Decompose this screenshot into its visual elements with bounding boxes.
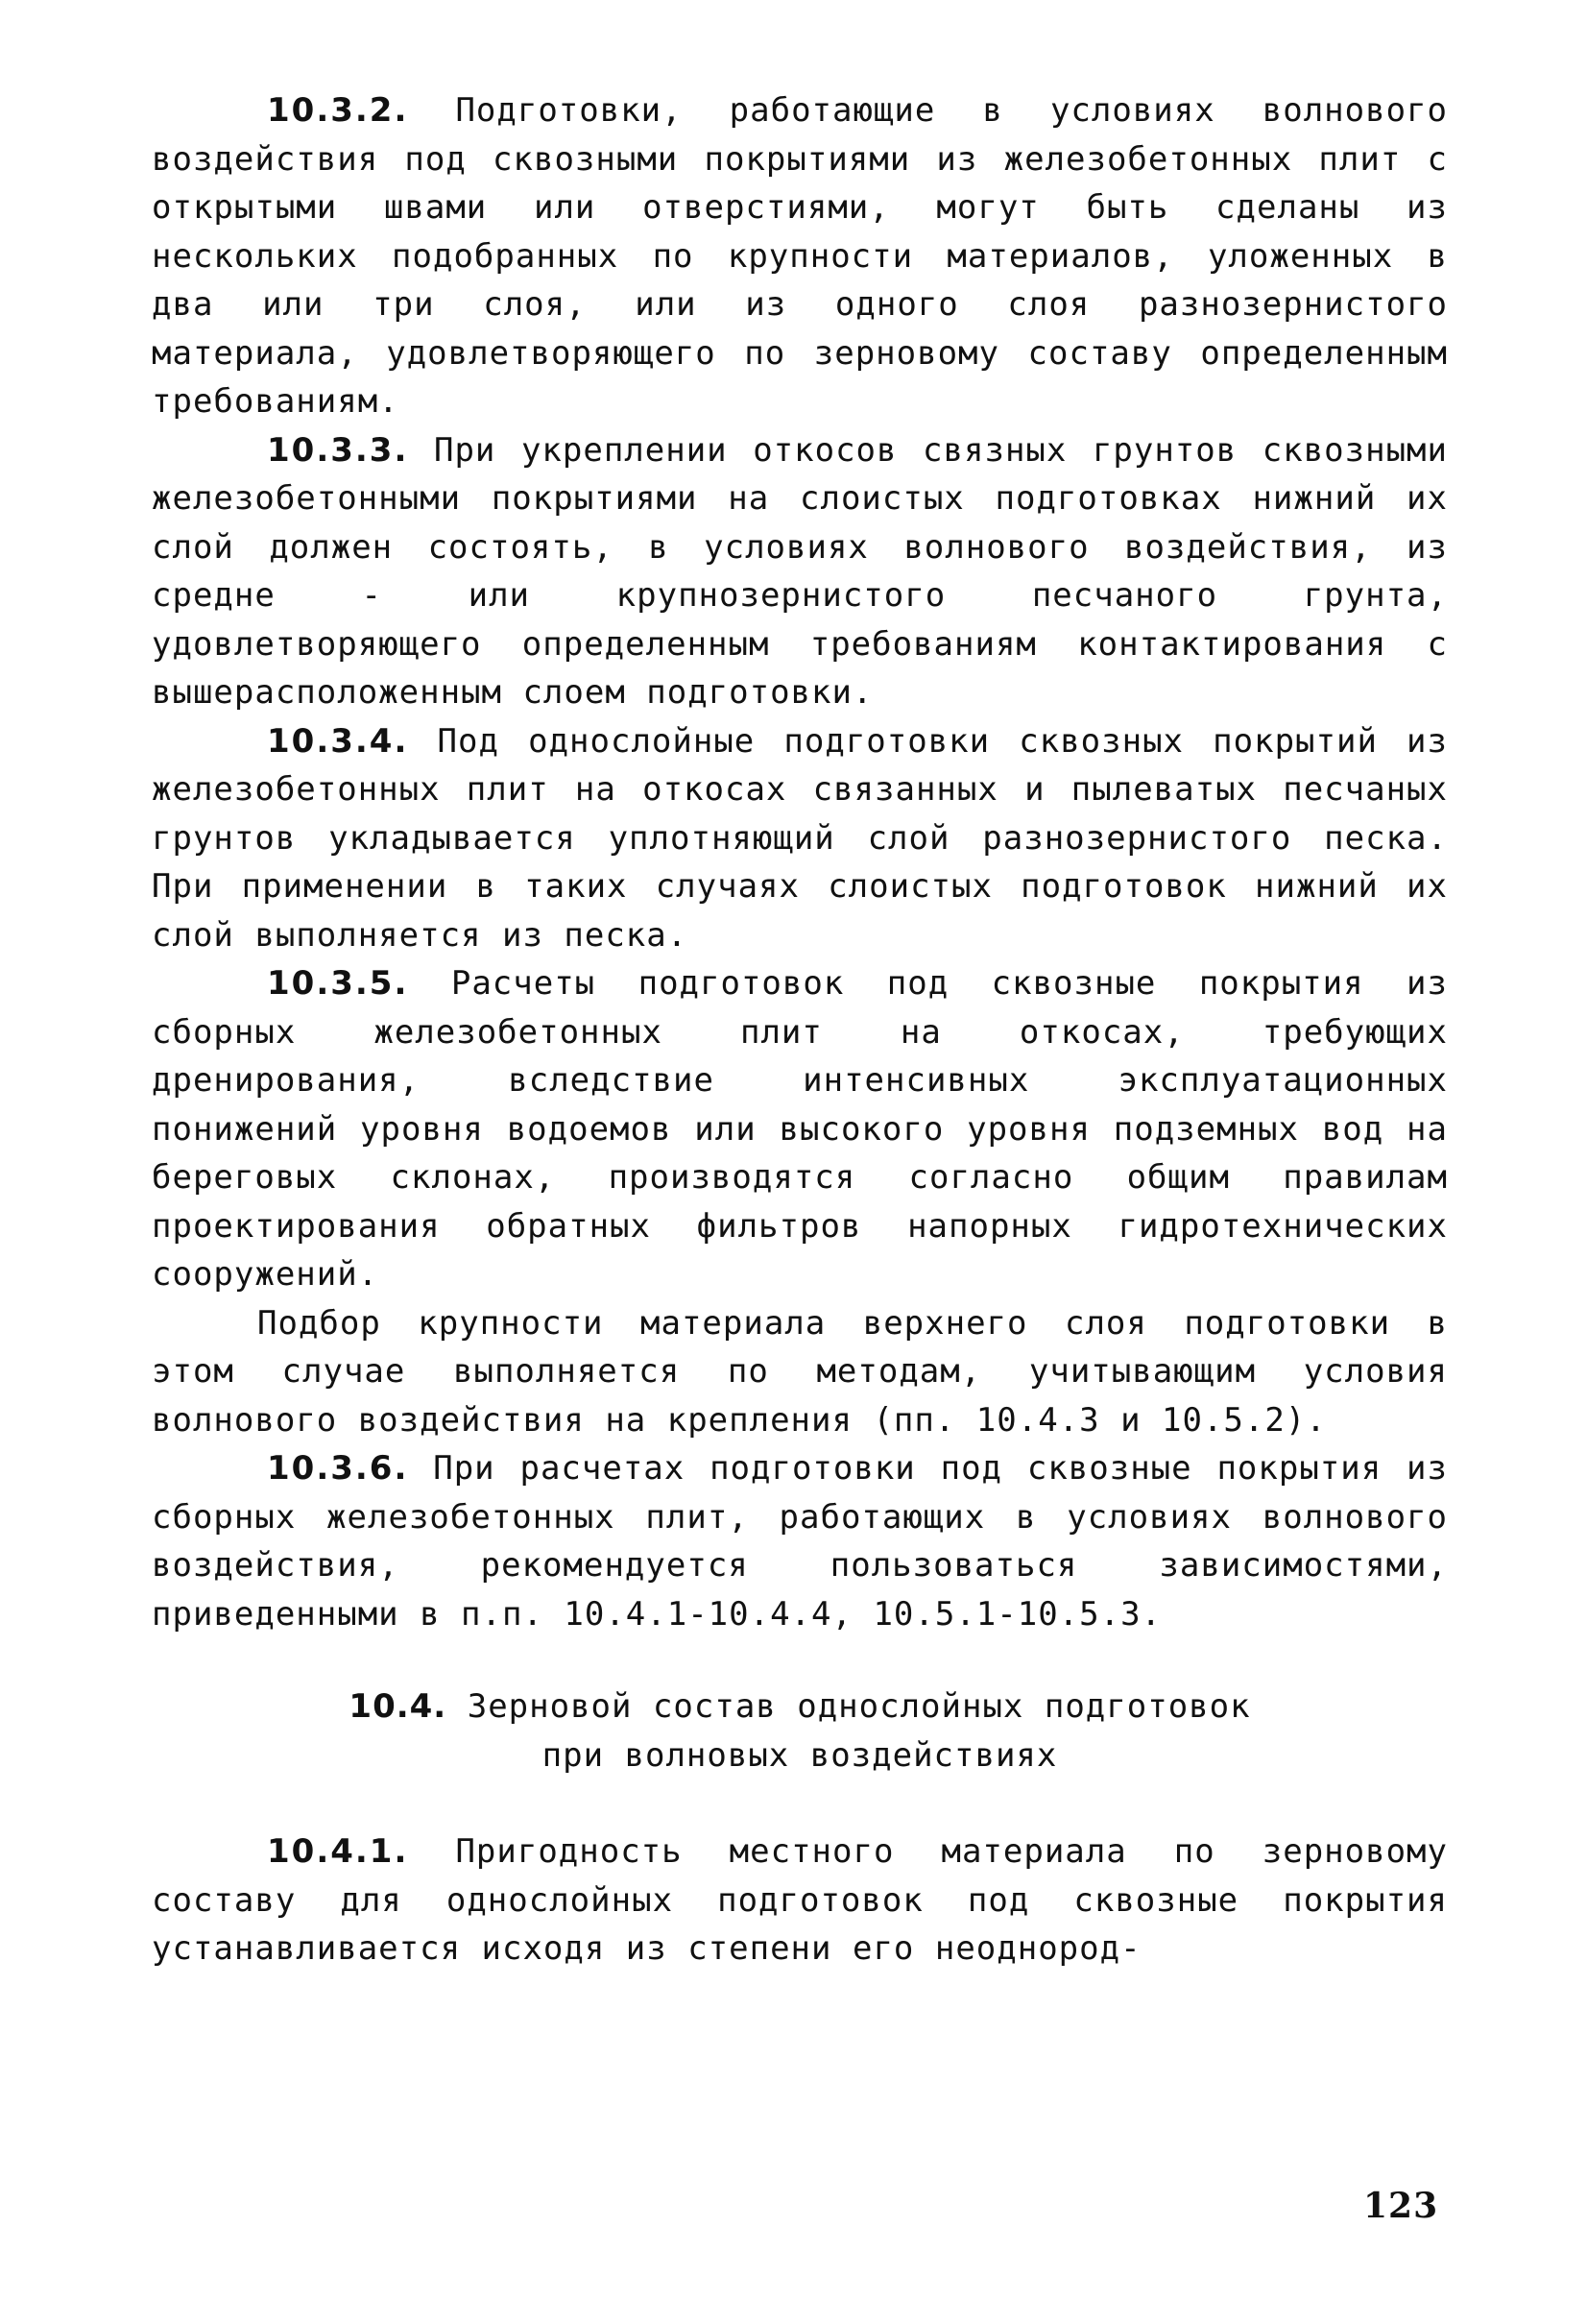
section-heading-10-4 (152, 1682, 1448, 1779)
paragraph-10-3-4 (152, 717, 1448, 960)
paragraph-10-3-2 (152, 86, 1448, 426)
page-number: 123 (1363, 2186, 1439, 2226)
paragraph-10-3-3 (152, 426, 1448, 717)
clause-text: При расчетах подготовки под сквозные покрытия из сборных железобетонных плит, работающих в условиях волнового воздействия, рекомендуется пользоваться зависимостями, приведенными в п.п. 10.4.1-10.4.4, 10.5.1-10.5.3. (152, 1449, 1448, 1634)
paragraph-material-selection (152, 1299, 1448, 1445)
clause-number: 10.3.5. (267, 964, 409, 1003)
clause-text: Расчеты подготовок под сквозные покрытия из сборных железобетонных плит на откосах, требующих дренирования, вследствие интенсивных эксплуатационных понижений уровня водоемов или высокого уровня подземных вод на береговых склонах, производятся согласно общим правилам проектирования обратных фильтров напорных гидротехнических сооружений. (152, 964, 1448, 1294)
paragraph-10-4-1 (152, 1828, 1448, 1973)
clause-number: 10.4.1. (267, 1832, 409, 1871)
clause-number: 10.3.6. (267, 1449, 409, 1488)
section-title-line2: при волновых воздействиях (541, 1735, 1058, 1775)
body-text (152, 86, 1448, 1973)
clause-number: 10.3.3. (267, 430, 409, 470)
clause-number: 10.3.4. (267, 721, 409, 761)
clause-number: 10.3.2. (267, 91, 409, 130)
clause-text: Подбор крупности материала верхнего слоя подготовки в этом случае выполняется по методам, учитывающим условия волнового воздействия на крепления (пп. 10.4.3 и 10.5.2). (152, 1303, 1448, 1440)
clause-text: Пригодность местного материала по зерновому составу для однослойных подготовок под сквозные покрытия устанавливается исходя из степени его неоднород- (152, 1832, 1448, 1968)
paragraph-10-3-5 (152, 959, 1448, 1299)
section-title-line1: Зерновой состав однослойных подготовок (467, 1687, 1251, 1726)
clause-text: При укреплении откосов связных грунтов сквозными железобетонными покрытиями на слоистых подготовках нижний их слой должен состоять, в условиях волнового воздействия, из средне - или крупнозернистого песчаного грунта, удовлетворяющего определенным требованиям контактирования с вышерасположенным слоем подготовки. (152, 430, 1448, 712)
paragraph-10-3-6 (152, 1444, 1448, 1638)
clause-text: Под однослойные подготовки сквозных покрытий из железобетонных плит на откосах связанных и пылеватых песчаных грунтов укладывается уплотняющий слой разнозернистого песка. При применении в таких случаях слоистых подготовок нижний их слой выполняется из песка. (152, 721, 1448, 955)
section-number: 10.4. (349, 1687, 447, 1726)
section-heading-line1 (152, 1682, 1448, 1731)
clause-text: Подготовки, работающие в условиях волнового воздействия под сквозными покрытиями из железобетонных плит с открытыми швами или отверстиями, могут быть сделаны из нескольких подобранных по крупности материалов, уложенных в два или три слоя, или из одного слоя разнозернистого материала, удовлетворяющего по зерновому составу определенным требованиям. (152, 91, 1448, 421)
